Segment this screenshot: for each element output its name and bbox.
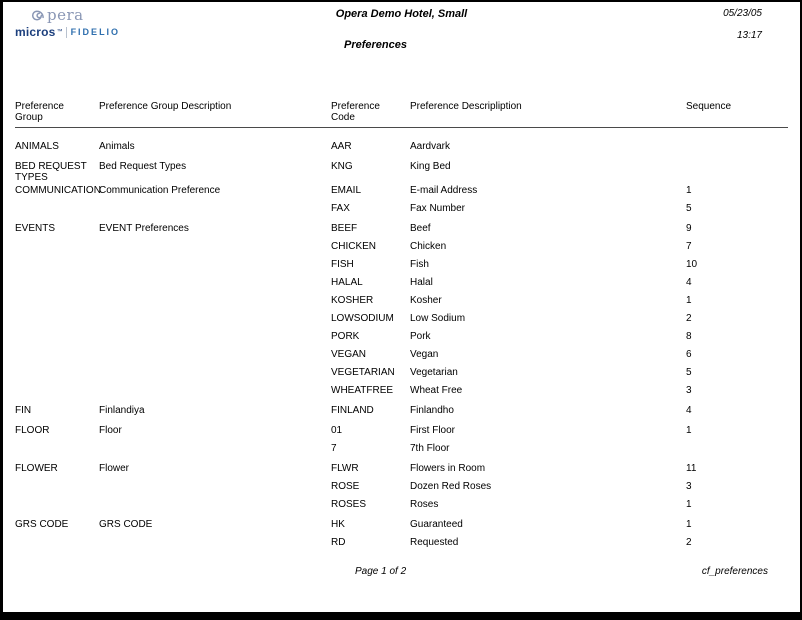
cell-sequence: 5 bbox=[686, 367, 692, 378]
column-header-preference-code: Preference Code bbox=[331, 101, 380, 123]
cell-preference-description: Roses bbox=[410, 499, 439, 510]
table-row bbox=[15, 537, 788, 555]
trademark-symbol: ™ bbox=[56, 29, 63, 35]
table-row bbox=[15, 367, 788, 385]
table-row bbox=[15, 161, 788, 183]
cell-preference-description: Pork bbox=[410, 331, 431, 342]
table-row bbox=[15, 203, 788, 221]
cell-sequence: 1 bbox=[686, 425, 692, 436]
cell-preference-code: VEGAN bbox=[331, 349, 367, 360]
cell-preference-group-description: Floor bbox=[99, 425, 122, 436]
table-row bbox=[15, 141, 788, 159]
cell-preference-description: Dozen Red Roses bbox=[410, 481, 492, 492]
table-row bbox=[15, 185, 788, 203]
cell-preference-code: FLWR bbox=[331, 463, 359, 474]
cell-preference-group: BED REQUEST TYPES bbox=[15, 161, 87, 183]
cell-sequence: 2 bbox=[686, 537, 692, 548]
cell-sequence: 5 bbox=[686, 203, 692, 214]
cell-preference-description: Low Sodium bbox=[410, 313, 466, 324]
cell-preference-code: CHICKEN bbox=[331, 241, 377, 252]
cell-sequence: 1 bbox=[686, 295, 692, 306]
cell-preference-description: Vegan bbox=[410, 349, 439, 360]
table-row bbox=[15, 277, 788, 295]
cell-preference-description: Chicken bbox=[410, 241, 447, 252]
table-body bbox=[15, 141, 788, 555]
table-row bbox=[15, 481, 788, 499]
cell-preference-description: Fish bbox=[410, 259, 429, 270]
cell-preference-description: Aardvark bbox=[410, 141, 451, 152]
cell-preference-code: HALAL bbox=[331, 277, 363, 288]
cell-sequence: 1 bbox=[686, 499, 692, 510]
cell-preference-group-description: Animals bbox=[99, 141, 135, 152]
cell-sequence: 2 bbox=[686, 313, 692, 324]
cell-preference-code: 01 bbox=[331, 425, 343, 436]
table-row bbox=[15, 499, 788, 517]
cell-preference-group: FLOOR bbox=[15, 425, 50, 436]
cell-preference-description: Beef bbox=[410, 223, 431, 234]
cell-sequence: 6 bbox=[686, 349, 692, 360]
cell-preference-code: ROSE bbox=[331, 481, 360, 492]
cell-preference-code: WHEATFREE bbox=[331, 385, 394, 396]
cell-preference-group-description: Flower bbox=[99, 463, 130, 474]
cell-preference-description: First Floor bbox=[410, 425, 455, 436]
logo-divider bbox=[66, 27, 67, 38]
cell-preference-code: ROSES bbox=[331, 499, 367, 510]
cell-preference-group: FIN bbox=[15, 405, 32, 416]
page-number: Page 1 of 2 bbox=[355, 566, 407, 577]
cell-sequence: 3 bbox=[686, 481, 692, 492]
report-id: cf_preferences bbox=[701, 566, 768, 577]
cell-preference-group-description: Bed Request Types bbox=[99, 161, 187, 172]
cell-preference-code: LOWSODIUM bbox=[331, 313, 394, 324]
cell-preference-code: FINLAND bbox=[331, 405, 374, 416]
cell-preference-code: 7 bbox=[331, 443, 337, 454]
cell-preference-description: Wheat Free bbox=[410, 385, 463, 396]
cell-sequence: 7 bbox=[686, 241, 692, 252]
preferences-table bbox=[15, 101, 788, 555]
cell-preference-group: ANIMALS bbox=[15, 141, 59, 152]
cell-preference-code: KOSHER bbox=[331, 295, 374, 306]
cell-preference-code: EMAIL bbox=[331, 185, 362, 196]
cell-sequence: 4 bbox=[686, 405, 692, 416]
cell-preference-description: Vegetarian bbox=[410, 367, 458, 378]
table-row bbox=[15, 313, 788, 331]
cell-preference-description: Fax Number bbox=[410, 203, 466, 214]
cell-preference-description: 7th Floor bbox=[410, 443, 450, 454]
table-row bbox=[15, 385, 788, 403]
opera-wordmark: pera bbox=[47, 6, 84, 24]
cell-preference-description: King Bed bbox=[410, 161, 451, 172]
table-row bbox=[15, 405, 788, 423]
table-row bbox=[15, 463, 788, 481]
cell-preference-code: VEGETARIAN bbox=[331, 367, 395, 378]
column-header-preference-group: Preference Group bbox=[15, 101, 64, 123]
cell-preference-group: GRS CODE bbox=[15, 519, 69, 530]
table-row bbox=[15, 259, 788, 277]
cell-preference-description: Halal bbox=[410, 277, 433, 288]
cell-preference-code: HK bbox=[331, 519, 345, 530]
report-title: Preferences bbox=[344, 39, 407, 51]
fidelio-wordmark: FIDELIO bbox=[70, 27, 121, 37]
cell-preference-group-description: Communication Preference bbox=[99, 185, 221, 196]
cell-preference-group: EVENTS bbox=[15, 223, 56, 234]
cell-preference-group: FLOWER bbox=[15, 463, 58, 474]
table-row bbox=[15, 295, 788, 313]
cell-sequence: 3 bbox=[686, 385, 692, 396]
cell-sequence: 11 bbox=[686, 463, 697, 474]
table-row bbox=[15, 241, 788, 259]
column-header-preference-description: Preference Descripliption bbox=[410, 101, 522, 112]
cell-preference-code: RD bbox=[331, 537, 346, 548]
cell-sequence: 1 bbox=[686, 185, 692, 196]
table-row bbox=[15, 331, 788, 349]
cell-sequence: 4 bbox=[686, 277, 692, 288]
cell-preference-code: FISH bbox=[331, 259, 354, 270]
cell-preference-description: Flowers in Room bbox=[410, 463, 486, 474]
report-date: 05/23/05 bbox=[723, 8, 762, 19]
column-header-sequence: Sequence bbox=[686, 101, 732, 112]
cell-preference-description: E-mail Address bbox=[410, 185, 478, 196]
table-row bbox=[15, 349, 788, 367]
cell-sequence: 10 bbox=[686, 259, 698, 270]
cell-preference-description: Requested bbox=[410, 537, 459, 548]
report-time: 13:17 bbox=[736, 30, 762, 41]
cell-preference-code: AAR bbox=[331, 141, 352, 152]
table-row bbox=[15, 443, 788, 461]
cell-preference-group-description: EVENT Preferences bbox=[99, 223, 189, 234]
cell-preference-description: Finlandho bbox=[410, 405, 454, 416]
cell-preference-code: PORK bbox=[331, 331, 360, 342]
table-row bbox=[15, 223, 788, 241]
cell-preference-group: COMMUNICATION bbox=[15, 185, 101, 196]
table-header-row bbox=[15, 101, 788, 128]
hotel-name: Opera Demo Hotel, Small bbox=[335, 8, 468, 20]
cell-preference-group-description: Finlandiya bbox=[99, 405, 145, 416]
cell-preference-code: KNG bbox=[331, 161, 353, 172]
table-row bbox=[15, 519, 788, 537]
column-header-preference-group-description: Preference Group Description bbox=[99, 101, 232, 112]
cell-preference-code: BEEF bbox=[331, 223, 358, 234]
table-row bbox=[15, 425, 788, 443]
micros-wordmark: micros bbox=[15, 25, 56, 39]
cell-preference-description: Kosher bbox=[410, 295, 442, 306]
cell-sequence: 9 bbox=[686, 223, 692, 234]
cell-preference-code: FAX bbox=[331, 203, 350, 214]
cell-preference-description: Guaranteed bbox=[410, 519, 463, 530]
cell-sequence: 8 bbox=[686, 331, 692, 342]
cell-sequence: 1 bbox=[686, 519, 692, 530]
cell-preference-group-description: GRS CODE bbox=[99, 519, 153, 530]
